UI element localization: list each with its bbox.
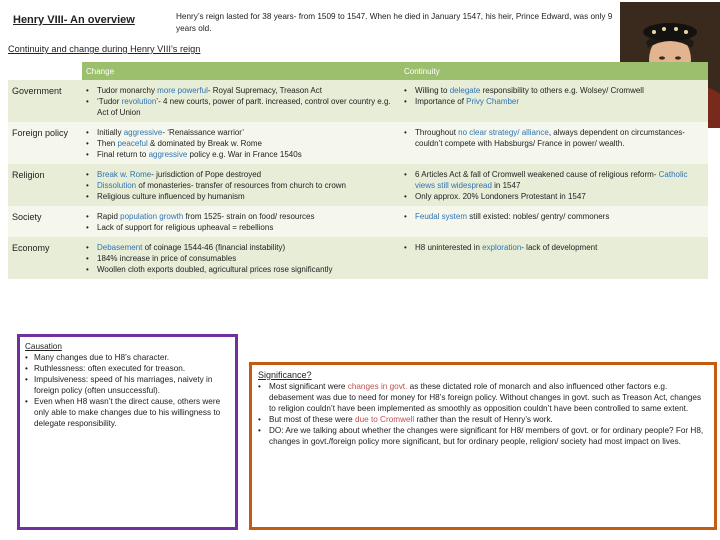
row-label: Government: [8, 80, 82, 122]
highlighted-text: changes in govt.: [347, 382, 408, 391]
bullet-item: [86, 222, 396, 233]
table-row: [8, 237, 708, 279]
change-list: [86, 127, 396, 160]
bullet-text: Throughout: [415, 128, 459, 137]
bullet-text: Lack of support for religious upheaval = rebellions: [97, 223, 274, 232]
bullet-text: 184% increase in price of consumables: [97, 254, 237, 263]
bullet-text: Woollen cloth exports doubled, agricultural prices rose significantly: [97, 265, 333, 274]
row-label: Religion: [8, 164, 82, 206]
bullet-text: Religious culture influenced by humanism: [97, 192, 245, 201]
bullet-item: [86, 169, 396, 180]
bullet-item: [86, 211, 396, 222]
continuity-list: [404, 169, 704, 202]
bullet-item: [404, 169, 704, 191]
bullet-item: [404, 242, 704, 253]
highlighted-text: more powerful: [157, 86, 208, 95]
change-cell: [82, 206, 400, 237]
change-cell: [82, 80, 400, 122]
bullet-item: [258, 425, 708, 447]
bullet-text: 6 Articles Act & fall of Cromwell weakened cause of religious reform-: [415, 170, 659, 179]
continuity-change-table: [8, 62, 708, 279]
continuity-list: [404, 211, 704, 222]
significance-box: [249, 362, 717, 530]
continuity-column-header: Continuity: [400, 62, 708, 80]
bullet-text: Only approx. 20% Londoners Protestant in 1547: [415, 192, 586, 201]
bullet-item: [86, 242, 396, 253]
bullet-item: [86, 138, 396, 149]
highlighted-text: no clear strategy/ alliance: [458, 128, 549, 137]
bullet-text: Importance of: [415, 97, 467, 106]
highlighted-text: revolution: [121, 97, 157, 106]
change-list: [86, 85, 396, 118]
bullet-item: [258, 381, 708, 414]
change-cell: [82, 164, 400, 206]
highlighted-text: Dissolution: [97, 181, 137, 190]
bullet-item: [86, 96, 396, 118]
highlighted-text: delegate: [449, 86, 481, 95]
bullet-text: of coinage 1544-46 (financial instability): [142, 243, 286, 252]
bullet-text: But most of these were: [269, 415, 356, 424]
highlighted-text: exploration: [482, 243, 522, 252]
change-cell: [82, 122, 400, 164]
highlighted-text: aggressive: [148, 150, 188, 159]
causation-box: [17, 334, 238, 530]
change-list: [86, 211, 396, 233]
continuity-cell: [400, 122, 708, 164]
bullet-text: Tudor monarchy: [97, 86, 158, 95]
table-row: [8, 80, 708, 122]
highlighted-text: Break w. Rome: [97, 170, 152, 179]
continuity-cell: [400, 237, 708, 279]
highlighted-text: Privy Chamber: [466, 97, 520, 106]
bullet-item: • Impulsiveness: speed of his marriages, naivety in foreign policy (often unsuccessful).: [25, 374, 230, 396]
highlighted-text: peaceful: [117, 139, 148, 148]
bullet-item: [404, 127, 704, 149]
continuity-cell: [400, 80, 708, 122]
bullet-text: of monasteries- transfer of resources from church to crown: [136, 181, 346, 190]
change-list: [86, 242, 396, 275]
bullet-item: [404, 211, 704, 222]
highlighted-text: population growth: [120, 212, 184, 221]
highlighted-text: aggressive: [123, 128, 163, 137]
table-corner-cell: [8, 62, 82, 80]
bullet-text: - jurisdiction of Pope destroyed: [151, 170, 262, 179]
bullet-item: • Ruthlessness: often executed for treason.: [25, 363, 230, 374]
bullet-text: Then: [97, 139, 118, 148]
change-cell: [82, 237, 400, 279]
bullet-text: H8 uninterested in: [415, 243, 483, 252]
highlighted-text: Feudal system: [415, 212, 468, 221]
bullet-text: DO: Are we talking about whether the changes were significant for H8/ members of govt. or for ordinary people? For H8, changes in govt./foreign policy more significant, but for ordinary people, religion/ society had most impact on lives.: [269, 426, 704, 446]
bullet-item: [258, 414, 708, 425]
table-header-row: [8, 62, 708, 80]
bullet-text: ‘Tudor: [97, 97, 122, 106]
highlighted-text: Debasement: [97, 243, 143, 252]
bullet-text: - lack of development: [521, 243, 598, 252]
bullet-text: Rapid: [97, 212, 121, 221]
bullet-text: from 1525- strain on food/ resources: [183, 212, 315, 221]
bullet-text: Willing to: [415, 86, 450, 95]
bullet-text: in 1547: [491, 181, 521, 190]
continuity-cell: [400, 206, 708, 237]
table-row: [8, 122, 708, 164]
bullet-text: , always dependent on circumstances- couldn’t compete with Habsburgs/ France in power/ wealth.: [415, 128, 685, 148]
significance-list: [258, 381, 708, 447]
bullet-text: Initially: [97, 128, 124, 137]
bullet-item: [86, 253, 396, 264]
change-list: [86, 169, 396, 202]
bullet-item: [404, 191, 704, 202]
table-row: [8, 164, 708, 206]
bullet-item: [86, 180, 396, 191]
bullet-text: responsibility to others e.g. Wolsey/ Cromwell: [480, 86, 644, 95]
bullet-item: • Even when H8 wasn’t the direct cause, others were only able to make changes due to his willingness to delegate responsibility.: [25, 396, 230, 429]
bullet-text: ’- 4 new courts, power of parlt. increased, control over country e.g. Act of Union: [97, 97, 391, 117]
bullet-text: policy e.g. War in France 1540s: [187, 150, 302, 159]
bullet-text: as these dictated role of monarch and also influenced other factors e.g. debasement was due to need for money for H8’s foreign policy. Without changes in govt. such as Treason Act, changes to religion couldn’t have been implemented as smoothly as opposition couldn’t have been controlled to same extent.: [269, 382, 702, 413]
highlighted-text: due to Cromwell: [355, 415, 415, 424]
bullet-text: rather than the result of Henry’s work.: [414, 415, 553, 424]
bullet-item: [86, 127, 396, 138]
bullet-item: [404, 85, 704, 96]
row-label: Economy: [8, 237, 82, 279]
row-label: Society: [8, 206, 82, 237]
continuity-cell: [400, 164, 708, 206]
causation-list: [25, 352, 230, 429]
bullet-text: Final return to: [97, 150, 149, 159]
bullet-item: [86, 191, 396, 202]
intro-text: Henry’s reign lasted for 38 years- from 1509 to 1547. When he died in January 1547, his heir, Prince Edward, was only 9 years old.: [176, 12, 613, 33]
bullet-text: still existed: nobles/ gentry/ commoners: [467, 212, 610, 221]
bullet-item: [86, 85, 396, 96]
table-row: [8, 206, 708, 237]
bullet-text: - Royal Supremacy, Treason Act: [207, 86, 322, 95]
bullet-text: Most significant were: [269, 382, 348, 391]
significance-heading: Significance?: [258, 370, 312, 380]
page-title: Henry VIII- An overview: [13, 14, 135, 26]
continuity-list: [404, 85, 704, 107]
bullet-text: - ‘Renaissance warrior’: [162, 128, 245, 137]
continuity-list: [404, 127, 704, 149]
section-subtitle: Continuity and change during Henry VIII’s reign: [8, 44, 201, 54]
bullet-item: [86, 264, 396, 275]
change-column-header: Change: [82, 62, 400, 80]
bullet-text: & dominated by Break w. Rome: [147, 139, 262, 148]
causation-heading: Causation: [25, 342, 62, 351]
bullet-item: • Many changes due to H8’s character.: [25, 352, 230, 363]
highlighted-text: Catholic views still widespread: [415, 170, 688, 190]
bullet-item: [404, 96, 704, 107]
bullet-item: [86, 149, 396, 160]
continuity-list: [404, 242, 704, 253]
row-label: Foreign policy: [8, 122, 82, 164]
